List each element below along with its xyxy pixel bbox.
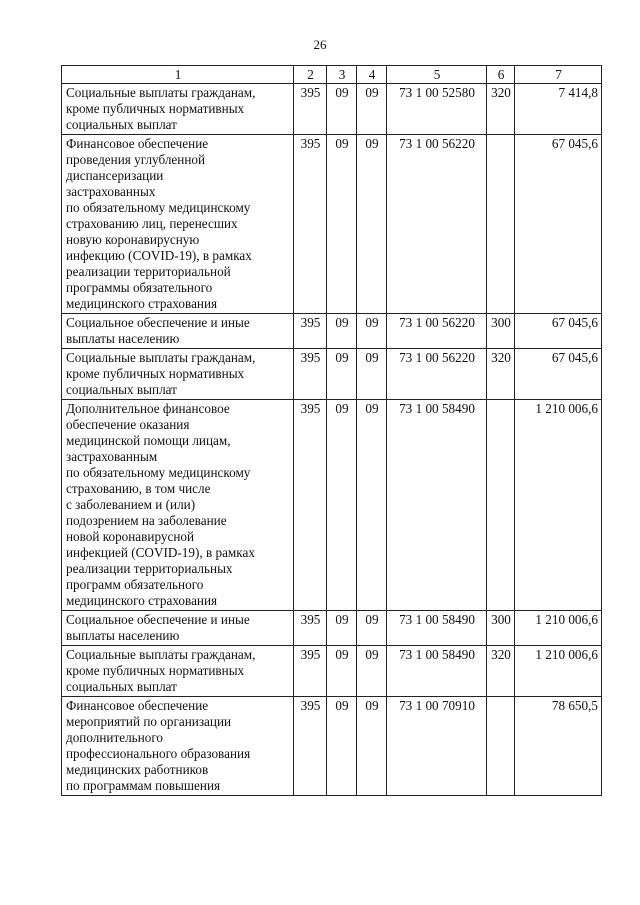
row-ved-code: 395 xyxy=(294,611,327,646)
column-header-5: 5 xyxy=(387,66,487,84)
row-sum: 67 045,6 xyxy=(515,349,602,400)
row-subsection-code: 09 xyxy=(357,349,387,400)
row-name: Социальные выплаты гражданам, кроме публичных нормативных социальных выплат xyxy=(62,84,294,135)
row-ved-code: 395 xyxy=(294,135,327,314)
row-target-code: 73 1 00 58490 xyxy=(387,611,487,646)
row-ved-code: 395 xyxy=(294,697,327,796)
row-name: Финансовое обеспечение проведения углубленной диспансеризации застрахованных по обязательному медицинскому страхованию лиц, перенесших новую коронавирусную инфекцию (COVID-19), в рамках реализации территориальной программы обязательного медицинского страхования xyxy=(62,135,294,314)
row-subsection-code: 09 xyxy=(357,646,387,697)
row-ved-code: 395 xyxy=(294,314,327,349)
row-section-code: 09 xyxy=(327,611,357,646)
row-section-code: 09 xyxy=(327,400,357,611)
row-sum: 7 414,8 xyxy=(515,84,602,135)
table-row xyxy=(62,84,602,135)
table-row xyxy=(62,400,602,611)
row-name: Социальное обеспечение и иные выплаты населению xyxy=(62,611,294,646)
row-section-code: 09 xyxy=(327,646,357,697)
column-header-1: 1 xyxy=(62,66,294,84)
row-section-code: 09 xyxy=(327,314,357,349)
column-header-3: 3 xyxy=(327,66,357,84)
row-section-code: 09 xyxy=(327,135,357,314)
row-name: Социальные выплаты гражданам, кроме публичных нормативных социальных выплат xyxy=(62,349,294,400)
row-name: Социальные выплаты гражданам, кроме публичных нормативных социальных выплат xyxy=(62,646,294,697)
budget-table xyxy=(61,65,602,796)
row-sum: 1 210 006,6 xyxy=(515,400,602,611)
row-name: Дополнительное финансовое обеспечение оказания медицинской помощи лицам, застрахованным по обязательному медицинскому страхованию, в том числе с заболеванием и (или) подозрением на заболевание новой коронавирусной инфекцией (COVID-19), в рамках реализации территориальных программ обязательного медицинского страхования xyxy=(62,400,294,611)
row-expense-type xyxy=(487,135,515,314)
row-ved-code: 395 xyxy=(294,646,327,697)
row-sum: 67 045,6 xyxy=(515,314,602,349)
row-target-code: 73 1 00 58490 xyxy=(387,400,487,611)
row-expense-type: 320 xyxy=(487,349,515,400)
column-header-2: 2 xyxy=(294,66,327,84)
row-target-code: 73 1 00 52580 xyxy=(387,84,487,135)
row-subsection-code: 09 xyxy=(357,135,387,314)
table-row xyxy=(62,135,602,314)
table-row xyxy=(62,314,602,349)
row-section-code: 09 xyxy=(327,84,357,135)
row-target-code: 73 1 00 56220 xyxy=(387,349,487,400)
row-sum: 1 210 006,6 xyxy=(515,611,602,646)
row-subsection-code: 09 xyxy=(357,314,387,349)
row-sum: 67 045,6 xyxy=(515,135,602,314)
table-row xyxy=(62,646,602,697)
row-section-code: 09 xyxy=(327,349,357,400)
row-expense-type xyxy=(487,697,515,796)
column-header-6: 6 xyxy=(487,66,515,84)
table-header-row xyxy=(62,66,602,84)
row-subsection-code: 09 xyxy=(357,400,387,611)
row-subsection-code: 09 xyxy=(357,84,387,135)
row-expense-type xyxy=(487,400,515,611)
row-expense-type: 300 xyxy=(487,314,515,349)
row-expense-type: 320 xyxy=(487,84,515,135)
column-header-7: 7 xyxy=(515,66,602,84)
row-target-code: 73 1 00 56220 xyxy=(387,314,487,349)
row-expense-type: 300 xyxy=(487,611,515,646)
row-target-code: 73 1 00 70910 xyxy=(387,697,487,796)
table-row xyxy=(62,349,602,400)
table-row xyxy=(62,697,602,796)
row-ved-code: 395 xyxy=(294,400,327,611)
row-sum: 1 210 006,6 xyxy=(515,646,602,697)
column-header-4: 4 xyxy=(357,66,387,84)
table-row xyxy=(62,611,602,646)
row-ved-code: 395 xyxy=(294,349,327,400)
row-name: Финансовое обеспечение мероприятий по организации дополнительного профессионального образования медицинских работников по программам повышения xyxy=(62,697,294,796)
row-subsection-code: 09 xyxy=(357,611,387,646)
row-section-code: 09 xyxy=(327,697,357,796)
page-number: 26 xyxy=(313,37,327,52)
row-name: Социальное обеспечение и иные выплаты населению xyxy=(62,314,294,349)
row-sum: 78 650,5 xyxy=(515,697,602,796)
row-ved-code: 395 xyxy=(294,84,327,135)
row-target-code: 73 1 00 58490 xyxy=(387,646,487,697)
row-subsection-code: 09 xyxy=(357,697,387,796)
row-expense-type: 320 xyxy=(487,646,515,697)
row-target-code: 73 1 00 56220 xyxy=(387,135,487,314)
